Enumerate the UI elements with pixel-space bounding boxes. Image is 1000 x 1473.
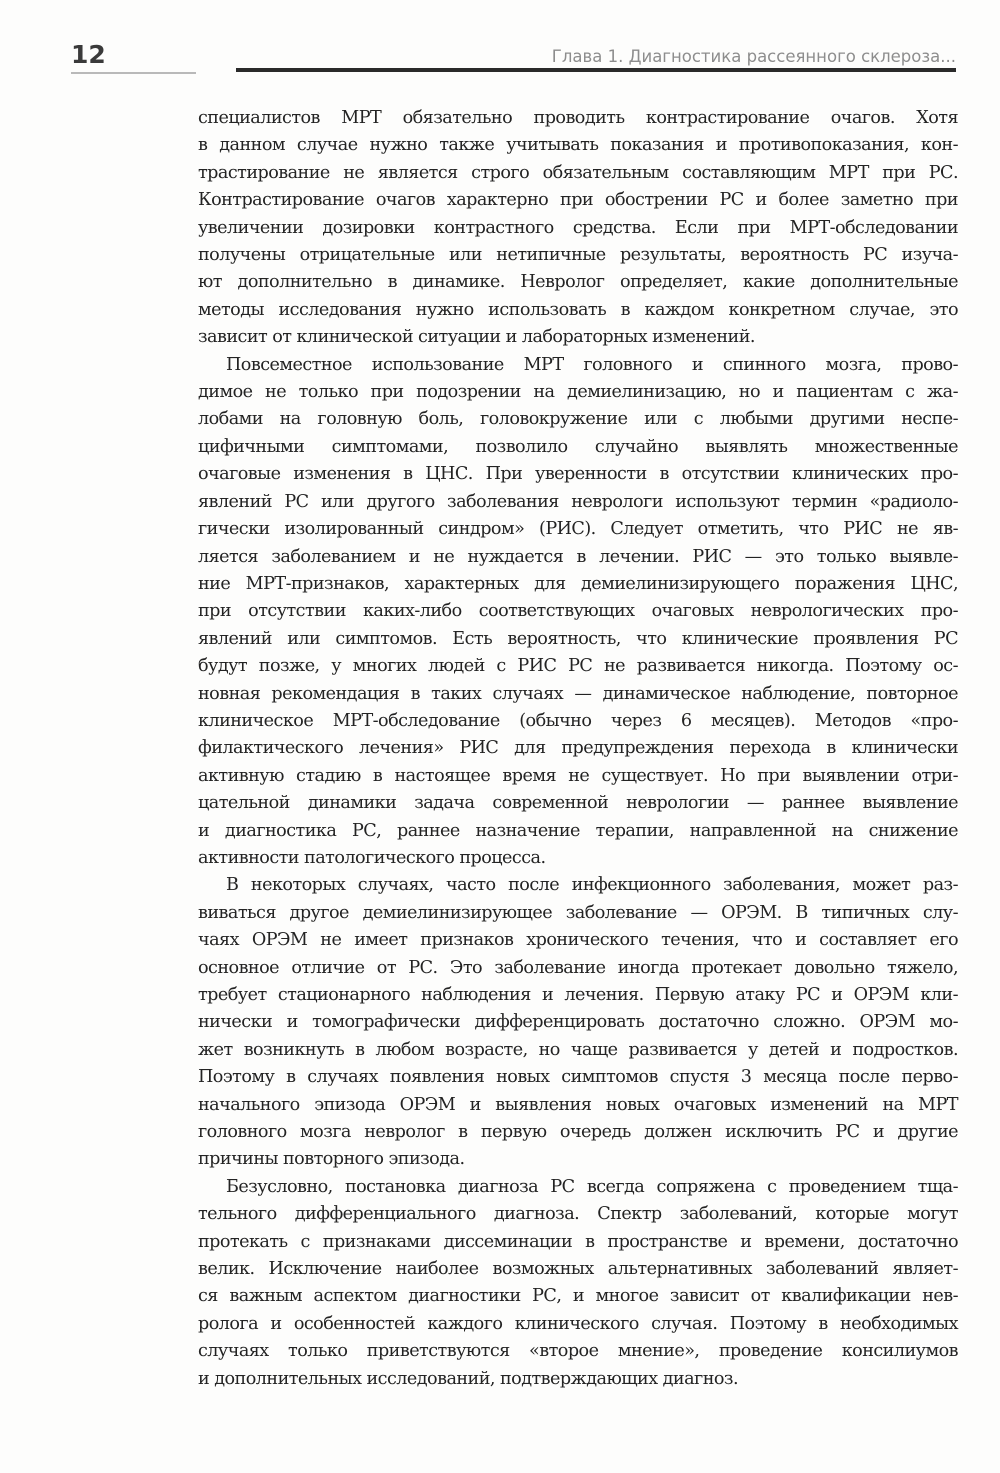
paragraph-4	[198, 1174, 958, 1393]
text-line: Безусловно, постановка диагноза РС всегда сопряжена с проведением тща-	[226, 1176, 958, 1197]
text-line: Поэтому в случаях появления новых симптомов спустя 3 месяца после перво-	[198, 1067, 958, 1088]
running-title: Глава 1. Диагностика рассеянного склероза...	[551, 47, 956, 66]
text-line: явлений или симптомов. Есть вероятность, что клинические проявления РС	[198, 628, 958, 649]
text-line: явлений РС или другого заболевания неврологи используют термин «радиоло-	[198, 491, 958, 512]
paragraph-1	[198, 105, 958, 352]
text-line: новная рекомендация в таких случаях — динамическое наблюдение, повторное	[198, 683, 958, 704]
text-line: протекать с признаками диссеминации в пространстве и времени, достаточно	[198, 1231, 958, 1252]
text-line: будут позже, у многих людей с РИС РС не развивается никогда. Поэтому ос-	[198, 656, 958, 677]
text-line: Повсеместное использование МРТ головного и спинного мозга, прово-	[226, 354, 958, 375]
text-line: нически и томографически дифференцировать достаточно сложно. ОРЭМ мо-	[198, 1012, 958, 1033]
text-line: головного мозга невролог в первую очередь должен исключить РС и другие	[198, 1122, 958, 1143]
text-line: велик. Исключение наиболее возможных альтернативных заболеваний являет-	[198, 1259, 958, 1280]
text-line: филактического лечения» РИС для предупреждения перехода в клинически	[198, 738, 958, 759]
text-line: ролога и особенностей каждого клинического случая. Поэтому в необходимых	[198, 1313, 958, 1334]
text-line: активности патологического процесса.	[198, 847, 546, 868]
text-line: получены отрицательные или нетипичные результаты, вероятность РС изуча-	[198, 245, 958, 266]
text-line: увеличении дозировки контрастного средства. Если при МРТ-обследовании	[198, 217, 958, 238]
text-line: клиническое МРТ-обследование (обычно через 6 месяцев). Методов «про-	[198, 710, 958, 731]
header-rule-left	[71, 72, 196, 74]
text-line: ляется заболеванием и не нуждается в лечении. РИС — это только выявле-	[198, 546, 958, 567]
text-line: активную стадию в настоящее время не существует. Но при выявлении отри-	[198, 765, 958, 786]
text-line: причины повторного эпизода.	[198, 1149, 465, 1170]
text-line: жет возникнуть в любом возрасте, но чаще развивается у детей и подростков.	[198, 1039, 958, 1060]
paragraph-3	[198, 872, 958, 1173]
text-line: ся важным аспектом диагностики РС, и многое зависит от квалификации нев-	[198, 1286, 958, 1307]
text-line: основное отличие от РС. Это заболевание иногда протекает довольно тяжело,	[198, 957, 958, 978]
text-line: и диагностика РС, раннее назначение терапии, направленной на снижение	[198, 820, 958, 841]
text-line: и дополнительных исследований, подтверждающих диагноз.	[198, 1368, 739, 1389]
text-line: цифичными симптомами, позволило случайно выявлять множественные	[198, 436, 958, 457]
text-line: Контрастирование очагов характерно при обострении РС и более заметно при	[198, 190, 958, 211]
text-line: при отсутствии каких-либо соответствующих очаговых неврологических про-	[198, 601, 958, 622]
text-line: методы исследования нужно использовать в каждом конкретном случае, это	[198, 299, 958, 320]
page-number: 12	[71, 40, 106, 69]
header-rule-right	[236, 68, 956, 72]
text-line: очаговые изменения в ЦНС. При уверенности в отсутствии клинических про-	[198, 464, 958, 485]
text-line: случаях только приветствуются «второе мнение», проведение консилиумов	[198, 1341, 958, 1362]
text-line: виваться другое демиелинизирующее заболевание — ОРЭМ. В типичных слу-	[198, 902, 958, 923]
text-line: цательной динамики задача современной неврологии — раннее выявление	[198, 793, 958, 814]
text-line: в данном случае нужно также учитывать показания и противопоказания, кон-	[198, 135, 958, 156]
text-line: тельного дифференциального диагноза. Спектр заболеваний, которые могут	[198, 1204, 958, 1225]
text-line: трастирование не является строго обязательным составляющим МРТ при РС.	[198, 162, 958, 183]
text-line: чаях ОРЭМ не имеет признаков хронического течения, что и составляет его	[198, 930, 958, 951]
body-text	[198, 105, 958, 1393]
text-line: В некоторых случаях, часто после инфекционного заболевания, может раз-	[226, 875, 958, 896]
text-line: специалистов МРТ обязательно проводить контрастирование очагов. Хотя	[198, 108, 958, 128]
text-line: зависит от клинической ситуации и лабораторных изменений.	[198, 327, 755, 348]
text-line: димое не только при подозрении на демиелинизацию, но и пациентам с жа-	[198, 382, 958, 403]
text-line: гически изолированный синдром» (РИС). Следует отметить, что РИС не яв-	[198, 519, 958, 540]
text-line: ние МРТ-признаков, характерных для демиелинизирующего поражения ЦНС,	[198, 573, 958, 594]
text-line: требует стационарного наблюдения и лечения. Первую атаку РС и ОРЭМ кли-	[198, 985, 958, 1005]
text-line: начального эпизода ОРЭМ и выявления новых очаговых изменений на МРТ	[198, 1094, 958, 1115]
text-line: ют дополнительно в динамике. Невролог определяет, какие дополнительные	[198, 272, 958, 293]
paragraph-2	[198, 352, 958, 873]
text-line: лобами на головную боль, головокружение или с любыми другими неспе-	[198, 409, 958, 430]
